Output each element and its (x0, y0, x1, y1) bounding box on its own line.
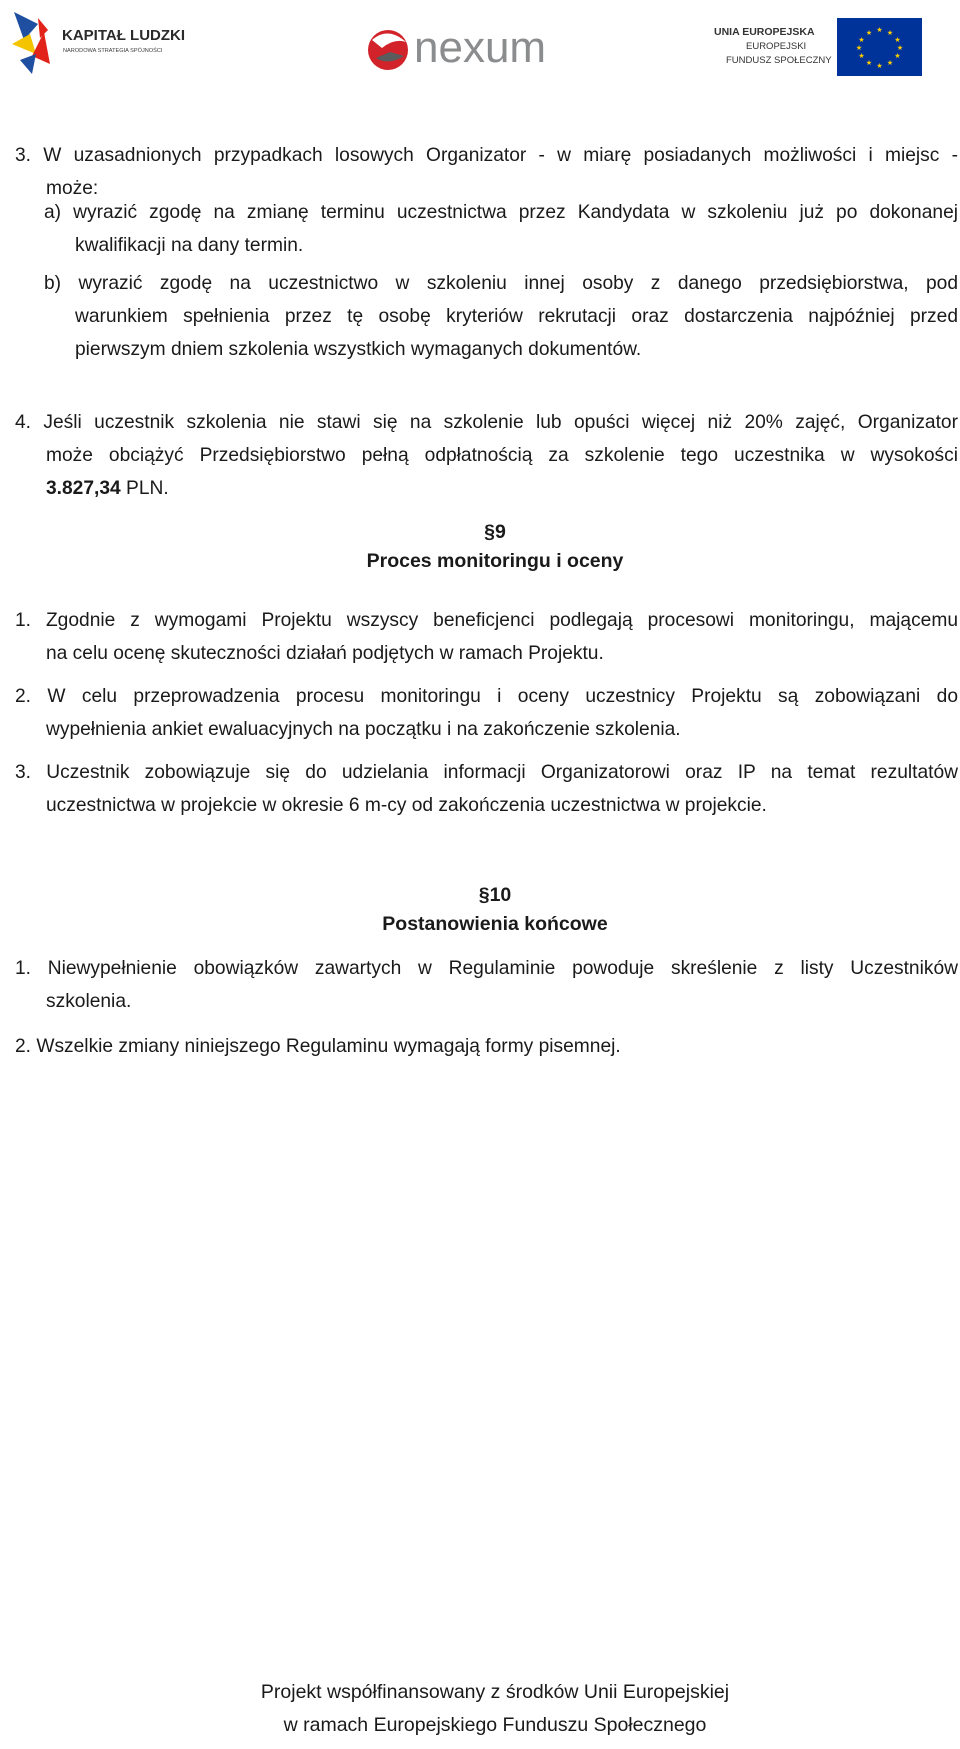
section9-heading (0, 518, 960, 576)
section8-point3b-line2: warunkiem spełnienia przez tę osobę kryteriów rekrutacji oraz dostarczenia najpóźniej przed (75, 306, 958, 327)
section9-point2-line2: wypełnienia ankiet ewaluacyjnych na początku i na zakończenie szkolenia. (46, 719, 681, 740)
section8-point4-line1: 4. Jeśli uczestnik szkolenia nie stawi się na szkolenie lub opuści więcej niż 20% zajęć, Organizator (15, 412, 958, 433)
section10-heading (0, 881, 960, 939)
eu-line3: FUNDUSZ SPOŁECZNY (726, 55, 832, 66)
section8-point3b (44, 267, 958, 366)
section10-point1 (15, 952, 958, 1018)
section8-point3-line1: 3. W uzasadnionych przypadkach losowych Organizator - w miarę posiadanych możliwości i miejsc - (15, 145, 958, 166)
section9-point1-line1: 1. Zgodnie z wymogami Projektu wszyscy beneficjenci podlegają procesowi monitoringu, mającemu (15, 610, 958, 631)
section8-point4 (15, 406, 958, 505)
section10-title: Postanowienia końcowe (382, 913, 608, 935)
section9-point2-line1: 2. W celu przeprowadzenia procesu monitoringu i oceny uczestnicy Projektu są zobowiązani do (15, 686, 958, 707)
svg-text:★: ★ (865, 29, 873, 37)
section8-point3-line2: może: (46, 178, 99, 199)
svg-text:★: ★ (886, 29, 894, 37)
section10-number: §10 (478, 884, 512, 906)
section9-point2 (15, 680, 958, 746)
svg-text:★: ★ (894, 52, 901, 60)
svg-text:★: ★ (896, 44, 904, 52)
svg-text:★: ★ (876, 26, 883, 34)
section8-point3b-line1: b) wyrazić zgodę na uczestnictwo w szkoleniu innej osoby z danego przedsiębiorstwa, pod (44, 273, 958, 294)
kapital-ludzki-logo (10, 10, 210, 76)
section8-point4-line3 (15, 472, 958, 505)
footer-line2: w ramach Europejskiego Funduszu Społecznego (283, 1714, 707, 1736)
nexum-logo (366, 18, 576, 76)
kapital-ludzki-emblem-icon (10, 10, 210, 76)
svg-text:★: ★ (865, 59, 873, 67)
eu-logo (712, 18, 928, 80)
nexum-wordmark: nexum (414, 23, 547, 72)
section8-point4-line2: może obciążyć Przedsiębiorstwo pełną odpłatnością za szkolenie tego uczestnika w wysokości (46, 445, 958, 466)
svg-text:★: ★ (876, 62, 883, 70)
section8-point3a-line2: kwalifikacji na dany termin. (75, 235, 304, 256)
section10-point1-line1: 1. Niewypełnienie obowiązków zawartych w Regulaminie powoduje skreślenie z listy Uczestników (15, 958, 958, 979)
section9-number: §9 (484, 521, 506, 543)
footer-line1: Projekt współfinansowany z środków Unii Europejskiej (260, 1681, 730, 1703)
nexum-emblem-icon (366, 18, 576, 76)
eu-flag-icon (712, 18, 928, 80)
svg-text:★: ★ (858, 52, 865, 60)
section10-point1-line2: szkolenia. (46, 991, 132, 1012)
section10-point2-line1: 2. Wszelkie zmiany niniejszego Regulaminu wymagają formy pisemnej. (15, 1036, 621, 1057)
footer (0, 1676, 960, 1742)
kapital-ludzki-name: KAPITAŁ LUDZKI (62, 27, 186, 44)
svg-text:★: ★ (886, 59, 894, 67)
eu-line1: UNIA EUROPEJSKA (714, 26, 815, 38)
section10-point2 (15, 1030, 958, 1063)
svg-text:★: ★ (855, 44, 863, 52)
section8-point3a (44, 196, 958, 262)
section9-point1 (15, 604, 958, 670)
section8-point3a-line1: a) wyrazić zgodę na zmianę terminu uczestnictwa przez Kandydata w szkoleniu już po dokonanej (44, 202, 958, 223)
fee-amount: 3.827,34 (46, 478, 121, 499)
svg-text:★: ★ (894, 36, 901, 44)
svg-text:★: ★ (858, 36, 865, 44)
section9-point3 (15, 756, 958, 822)
section9-title: Proces monitoringu i oceny (366, 550, 624, 572)
section9-point1-line2: na celu ocenę skuteczności działań podjętych w ramach Projektu. (46, 643, 604, 664)
fee-currency: PLN. (120, 478, 169, 499)
eu-line2: EUROPEJSKI (746, 41, 807, 52)
kapital-ludzki-subtitle: NARODOWA STRATEGIA SPÓJNOŚCI (63, 48, 163, 54)
section9-point3-line1: 3. Uczestnik zobowiązuje się do udzielania informacji Organizatorowi oraz IP na temat rezultatów (15, 762, 958, 783)
section9-point3-line2: uczestnictwa w projekcie w okresie 6 m-cy od zakończenia uczestnictwa w projekcie. (46, 795, 767, 816)
section8-point3b-line3: pierwszym dniem szkolenia wszystkich wymaganych dokumentów. (75, 339, 642, 360)
